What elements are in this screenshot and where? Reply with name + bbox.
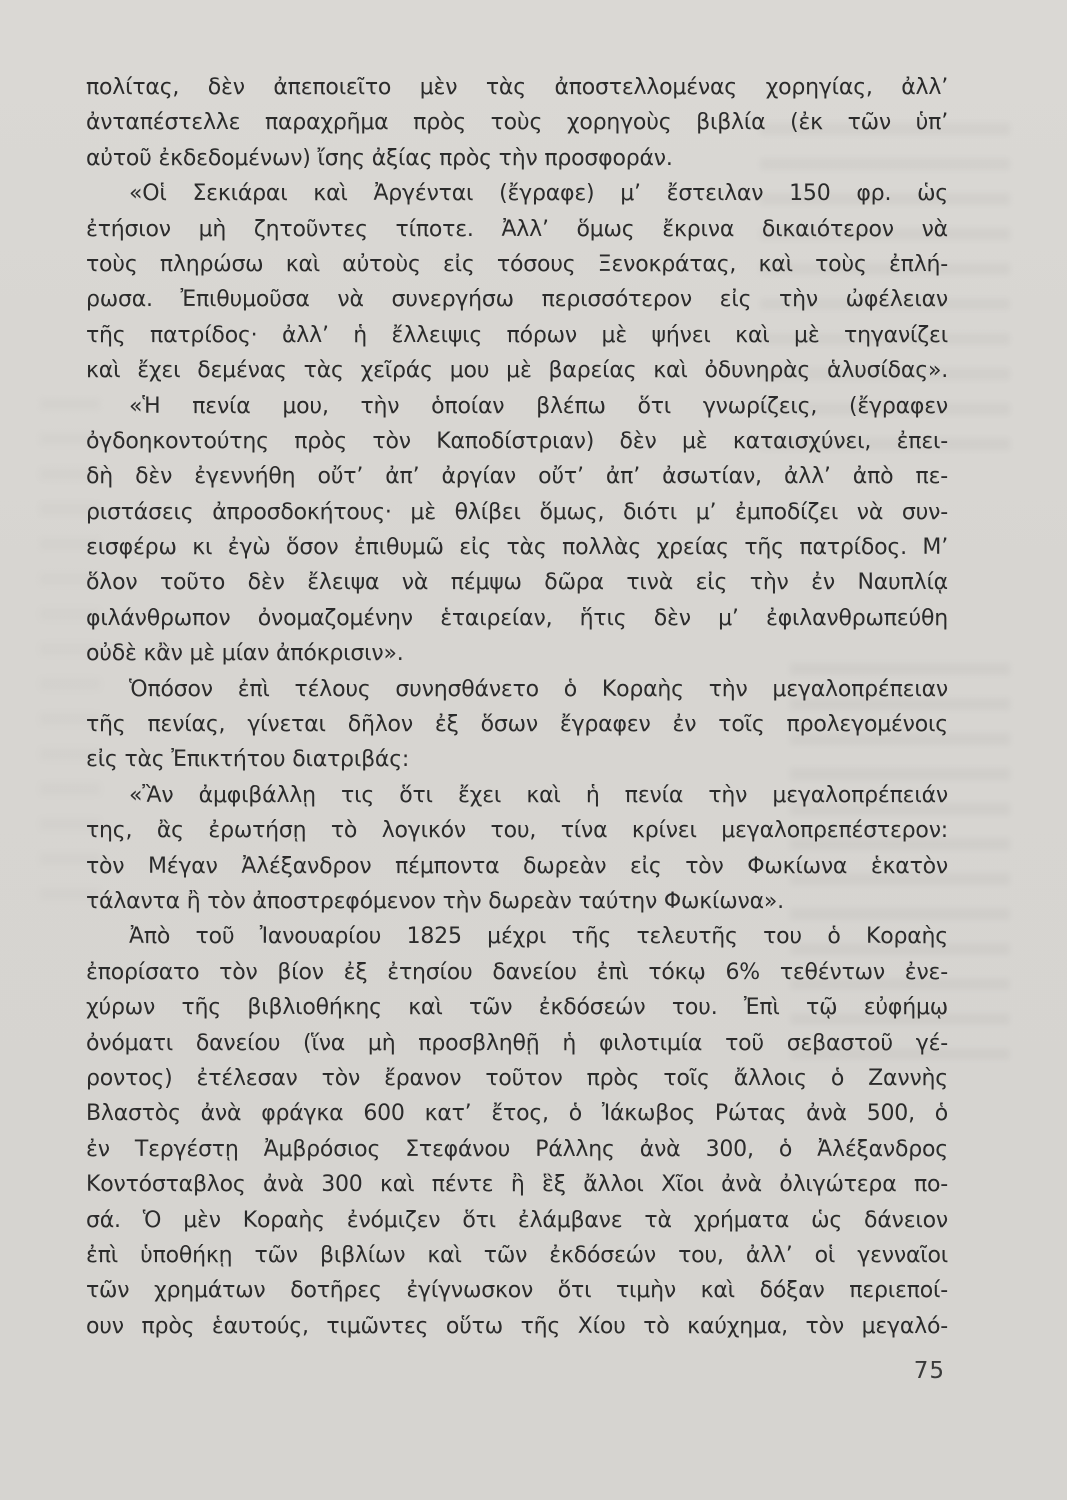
text-line: ὀγδοηκοντούτης πρὸς τὸν Καποδίστριαν) δὲν μὲ καταισχύνει, ἐπει- (86, 428, 948, 454)
text-line: ἐτήσιον μὴ ζητοῦντες τίποτε. Ἀλλ’ ὅμως ἔκρινα δικαιότερον νὰ (86, 216, 948, 242)
text-line: δὴ δὲν ἐγεννήθη οὔτ’ ἀπ’ ἀργίαν οὔτ’ ἀπ’ ἀσωτίαν, ἀλλ’ ἀπὸ πε- (86, 464, 948, 490)
text-line: «Ἂν ἀμφιβάλλῃ τις ὅτι ἔχει καὶ ἡ πενία τὴν μεγαλοπρέπειάν (129, 782, 948, 808)
text-line: τοὺς πληρώσω καὶ αὐτοὺς εἰς τόσους Ξενοκράτας, καὶ τοὺς ἐπλή- (86, 251, 948, 277)
text-line: φιλάνθρωπον ὀνομαζομένην ἑταιρείαν, ἥτις δὲν μ’ ἐφιλανθρωπεύθη (86, 605, 948, 631)
text-line: ἀνταπέστελλε παραχρῆμα πρὸς τοὺς χορηγοὺς βιβλία (ἐκ τῶν ὑπ’ (86, 110, 948, 136)
page-number: 75 (913, 1358, 945, 1384)
paragraph (86, 70, 948, 176)
paragraph (86, 389, 948, 672)
text-line: καὶ ἔχει δεμένας τὰς χεῖράς μου μὲ βαρείας καὶ ὀδυνηρὰς ἁλυσίδας». (86, 358, 948, 384)
text-line: εισφέρω κι ἐγὼ ὅσον ἐπιθυμῶ εἰς τὰς πολλὰς χρείας τῆς πατρίδος. Μ’ (86, 535, 948, 561)
text-line: τῆς πατρίδος· ἀλλ’ ἡ ἔλλειψις πόρων μὲ ψήνει καὶ μὲ τηγανίζει (86, 322, 948, 348)
text-line: αὐτοῦ ἐκδεδομένων) ἴσης ἀξίας πρὸς τὴν προσφοράν. (86, 145, 673, 171)
text-line: σά. Ὁ μὲν Κοραὴς ἐνόμιζεν ὅτι ἐλάμβανε τὰ χρήματα ὡς δάνειον (86, 1207, 948, 1233)
text-line: οὐδὲ κἂν μὲ μίαν ἀπόκρισιν». (86, 641, 404, 667)
text-line: τὸν Μέγαν Ἀλέξανδρον πέμποντα δωρεὰν εἰς τὸν Φωκίωνα ἑκατὸν (86, 853, 948, 879)
text-line: ροντος) ἐτέλεσαν τὸν ἔρανον τοῦτον πρὸς τοῖς ἄλλοις ὁ Ζαννὴς (86, 1065, 948, 1091)
text-line: ἐπορίσατο τὸν βίον ἐξ ἐτησίου δανείου ἐπὶ τόκῳ 6% τεθέντων ἐνε- (86, 959, 948, 985)
text-line: Ὁπόσον ἐπὶ τέλους συνησθάνετο ὁ Κοραὴς τὴν μεγαλοπρέπειαν (129, 676, 948, 702)
text-line: ουν πρὸς ἑαυτούς, τιμῶντες οὕτω τῆς Χίου τὸ καύχημα, τὸν μεγαλό- (86, 1313, 948, 1339)
text-line: Κοντόσταβλος ἀνὰ 300 καὶ πέντε ἢ ἓξ ἄλλοι Χῖοι ἀνὰ ὀλιγώτερα πο- (86, 1172, 948, 1198)
text-line: Ἀπὸ τοῦ Ἰανουαρίου 1825 μέχρι τῆς τελευτῆς του ὁ Κοραὴς (129, 924, 948, 950)
text-block (86, 70, 948, 1344)
text-line: ἐπὶ ὑποθήκῃ τῶν βιβλίων καὶ τῶν ἐκδόσεών του, ἀλλ’ οἱ γενναῖοι (86, 1242, 948, 1268)
text-line: τῆς πενίας, γίνεται δῆλον ἐξ ὅσων ἔγραφεν ἐν τοῖς προλεγομένοις (86, 712, 948, 738)
paragraph (86, 176, 948, 388)
text-line: εἰς τὰς Ἐπικτήτου διατριβάς: (86, 747, 410, 773)
text-line: πολίτας, δὲν ἀπεποιεῖτο μὲν τὰς ἀποστελλομένας χορηγίας, ἀλλ’ (86, 75, 948, 100)
text-line: τάλαντα ἢ τὸν ἀποστρεφόμενον τὴν δωρεὰν ταύτην Φωκίωνα». (86, 888, 784, 914)
text-line: τῶν χρημάτων δοτῆρες ἐγίγνωσκον ὅτι τιμὴν καὶ δόξαν περιεποί- (86, 1278, 948, 1304)
text-line: ριστάσεις ἀπροσδοκήτους· μὲ θλίβει ὅμως, διότι μ’ ἐμποδίζει νὰ συν- (86, 499, 948, 525)
text-line: «Ἡ πενία μου, τὴν ὁποίαν βλέπω ὅτι γνωρίζεις, (ἔγραφεν (129, 393, 948, 419)
paragraph (86, 919, 948, 1344)
text-line: της, ἂς ἐρωτήσῃ τὸ λογικόν του, τίνα κρίνει μεγαλοπρεπέστερον: (86, 818, 948, 844)
paragraph (86, 672, 948, 778)
text-line: Βλαστὸς ἀνὰ φράγκα 600 κατ’ ἔτος, ὁ Ἰάκωβος Ρώτας ἀνὰ 500, ὁ (86, 1101, 948, 1127)
text-line: ἐν Τεργέστῃ Ἀμβρόσιος Στεφάνου Ράλλης ἀνὰ 300, ὁ Ἀλέξανδρος (86, 1136, 948, 1162)
text-line: ὀνόματι δανείου (ἵνα μὴ προσβληθῇ ἡ φιλοτιμία τοῦ σεβαστοῦ γέ- (86, 1030, 948, 1056)
text-line: ὅλον τοῦτο δὲν ἔλειψα νὰ πέμψω δῶρα τινὰ εἰς τὴν ἐν Ναυπλίᾳ (86, 570, 948, 596)
text-line: ρωσα. Ἐπιθυμοῦσα νὰ συνεργήσω περισσότερον εἰς τὴν ὠφέλειαν (86, 287, 948, 313)
text-line: χύρων τῆς βιβλιοθήκης καὶ τῶν ἐκδόσεών του. Ἐπὶ τῷ εὐφήμῳ (86, 995, 948, 1021)
text-line: «Οἱ Σεκιάραι καὶ Ἀργένται (ἔγραφε) μ’ ἔστειλαν 150 φρ. ὡς (129, 181, 948, 207)
paragraph (86, 778, 948, 920)
